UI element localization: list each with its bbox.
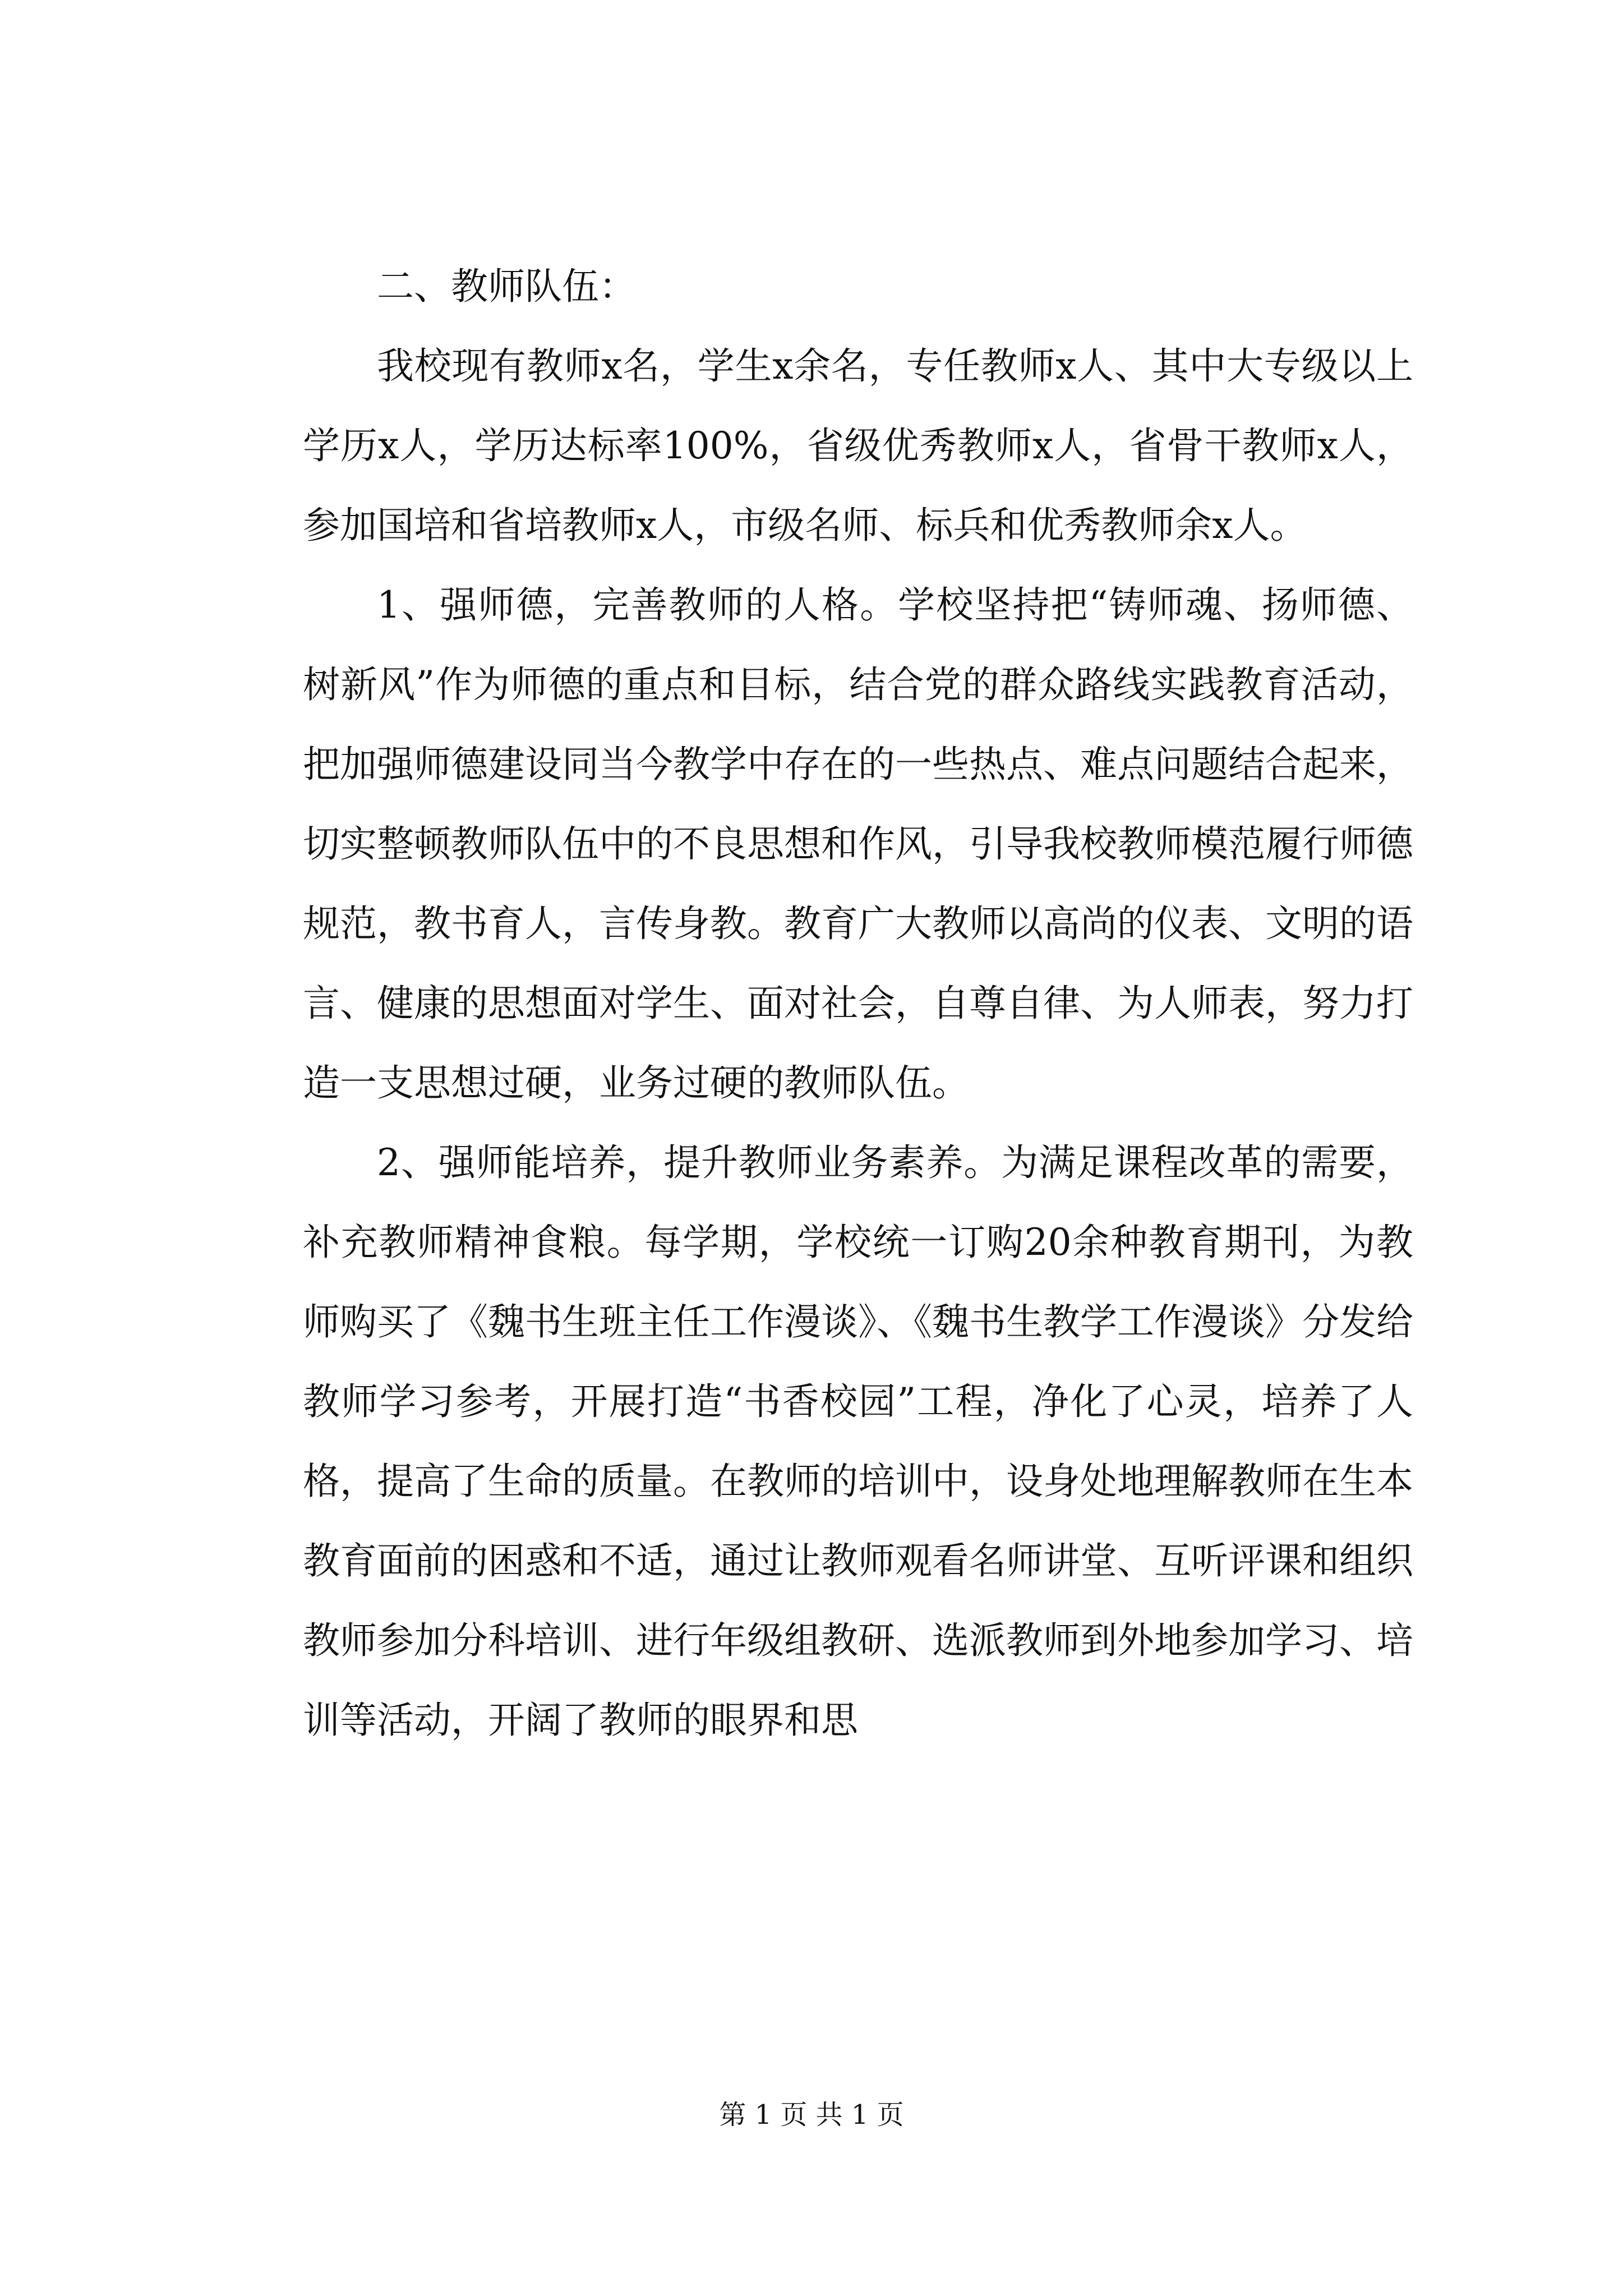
paragraph-staff-overview: 我校现有教师x名，学生x余名，专任教师x人、其中大专级以上学历x人，学历达标率100%，省级优秀教师x人，省骨干教师x人，参加国培和省培教师x人，市级名师、标兵和优秀教师余x人。 xyxy=(303,344,1413,547)
paragraph-teacher-training: 2、强师能培养，提升教师业务素养。为满足课程改革的需要，补充教师精神食粮。每学期，学校统一订购20余种教育期刊，为教师购买了《魏书生班主任工作漫谈》、《魏书生教学工作漫谈》分发给教师学习参考，开展打造“书香校园”工程，净化了心灵，培养了人格，提高了生命的质量。在教师的培训中，设身处地理解教师在生本教育面前的困惑和不适，通过让教师观看名师讲堂、互听评课和组织教师参加分科培训、进行年级组教研、选派教师到外地参加学习、培训等活动，开阔了教师的眼界和思 xyxy=(303,1141,1413,1742)
section-heading: 二、教师队伍： xyxy=(377,265,636,308)
document-body xyxy=(303,247,1413,1760)
page-number-footer: 第 1 页 共 1 页 xyxy=(719,2099,904,2131)
paragraph-teacher-ethics: 1、强师德，完善教师的人格。学校坚持把“铸师魂、扬师德、树新风”作为师德的重点和目标，结合党的群众路线实践教育活动，把加强师德建设同当今教学中存在的一些热点、难点问题结合起来，切实整顿教师队伍中的不良思想和作风，引导我校教师模范履行师德规范，教书育人，言传身教。教育广大教师以高尚的仪表、文明的语言、健康的思想面对学生、面对社会，自尊自律、为人师表，努力打造一支思想过硬，业务过硬的教师队伍。 xyxy=(303,583,1413,1105)
